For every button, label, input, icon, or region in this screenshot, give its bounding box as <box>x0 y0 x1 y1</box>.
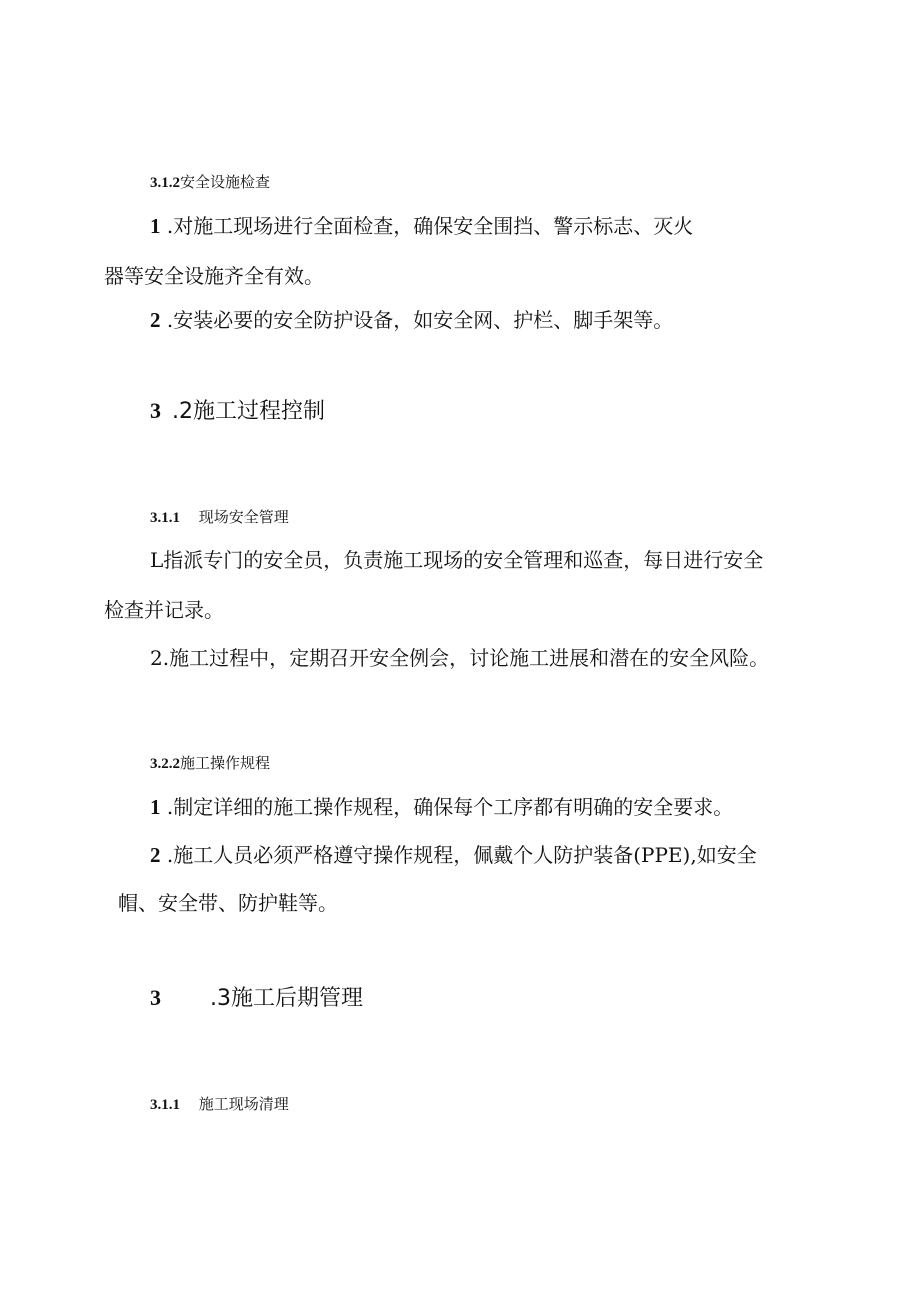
list-item-number: 2 <box>150 843 161 867</box>
list-item-text: .制定详细的施工操作规程，确保每个工序都有明确的安全要求。 <box>166 795 734 819</box>
subsection-number: 3.2.2 <box>150 756 180 772</box>
subsection-heading-3-1-1-cleanup <box>150 1097 289 1113</box>
list-item-1 <box>150 797 733 818</box>
subsection-title: 安全设施检查 <box>180 173 271 191</box>
list-item-2: 2.施工过程中，定期召开安全例会，讨论施工进展和潜在的安全风险。 <box>150 646 770 670</box>
list-item-1: L指派专门的安全员，负责施工现场的安全管理和巡查，每日进行安全 <box>150 548 764 572</box>
subsection-title: 现场安全管理 <box>198 508 289 526</box>
list-item-continuation: 帽、安全带、防护鞋等。 <box>118 891 338 915</box>
list-item-continuation: 检查并记录。 <box>104 598 224 622</box>
subsection-title: 施工操作规程 <box>180 754 271 772</box>
subsection-number: 3.1.1 <box>150 510 180 526</box>
section-number: 3 <box>150 985 161 1010</box>
subsection-heading-3-1-1 <box>150 510 289 526</box>
subsection-heading-3-2-2 <box>150 756 270 772</box>
section-title: .2施工过程控制 <box>172 399 325 424</box>
subsection-heading-3-1-2 <box>150 175 270 191</box>
list-item-2 <box>150 310 673 331</box>
list-item-continuation: 器等安全设施齐全有效。 <box>104 264 324 288</box>
section-title: .3施工后期管理 <box>210 986 363 1011</box>
list-item-text: .安装必要的安全防护设备，如安全网、护栏、脚手架等。 <box>166 308 674 332</box>
section-number: 3 <box>150 398 161 423</box>
list-item-number: 1 <box>150 214 161 238</box>
list-item-number: 1 <box>150 795 161 819</box>
list-item-2 <box>150 845 757 866</box>
section-heading-3-3 <box>150 987 363 1010</box>
list-item-number: 2 <box>150 308 161 332</box>
subsection-title: 施工现场清理 <box>198 1095 289 1113</box>
list-item-text: .施工人员必须严格遵守操作规程，佩戴个人防护装备(PPE),如安全 <box>166 843 757 867</box>
list-item-text: .对施工现场进行全面检查，确保安全围挡、警示标志、灭火 <box>166 214 694 238</box>
subsection-number: 3.1.2 <box>150 175 180 191</box>
list-item-1 <box>150 216 693 237</box>
section-heading-3-2 <box>150 400 325 423</box>
subsection-number: 3.1.1 <box>150 1097 180 1113</box>
